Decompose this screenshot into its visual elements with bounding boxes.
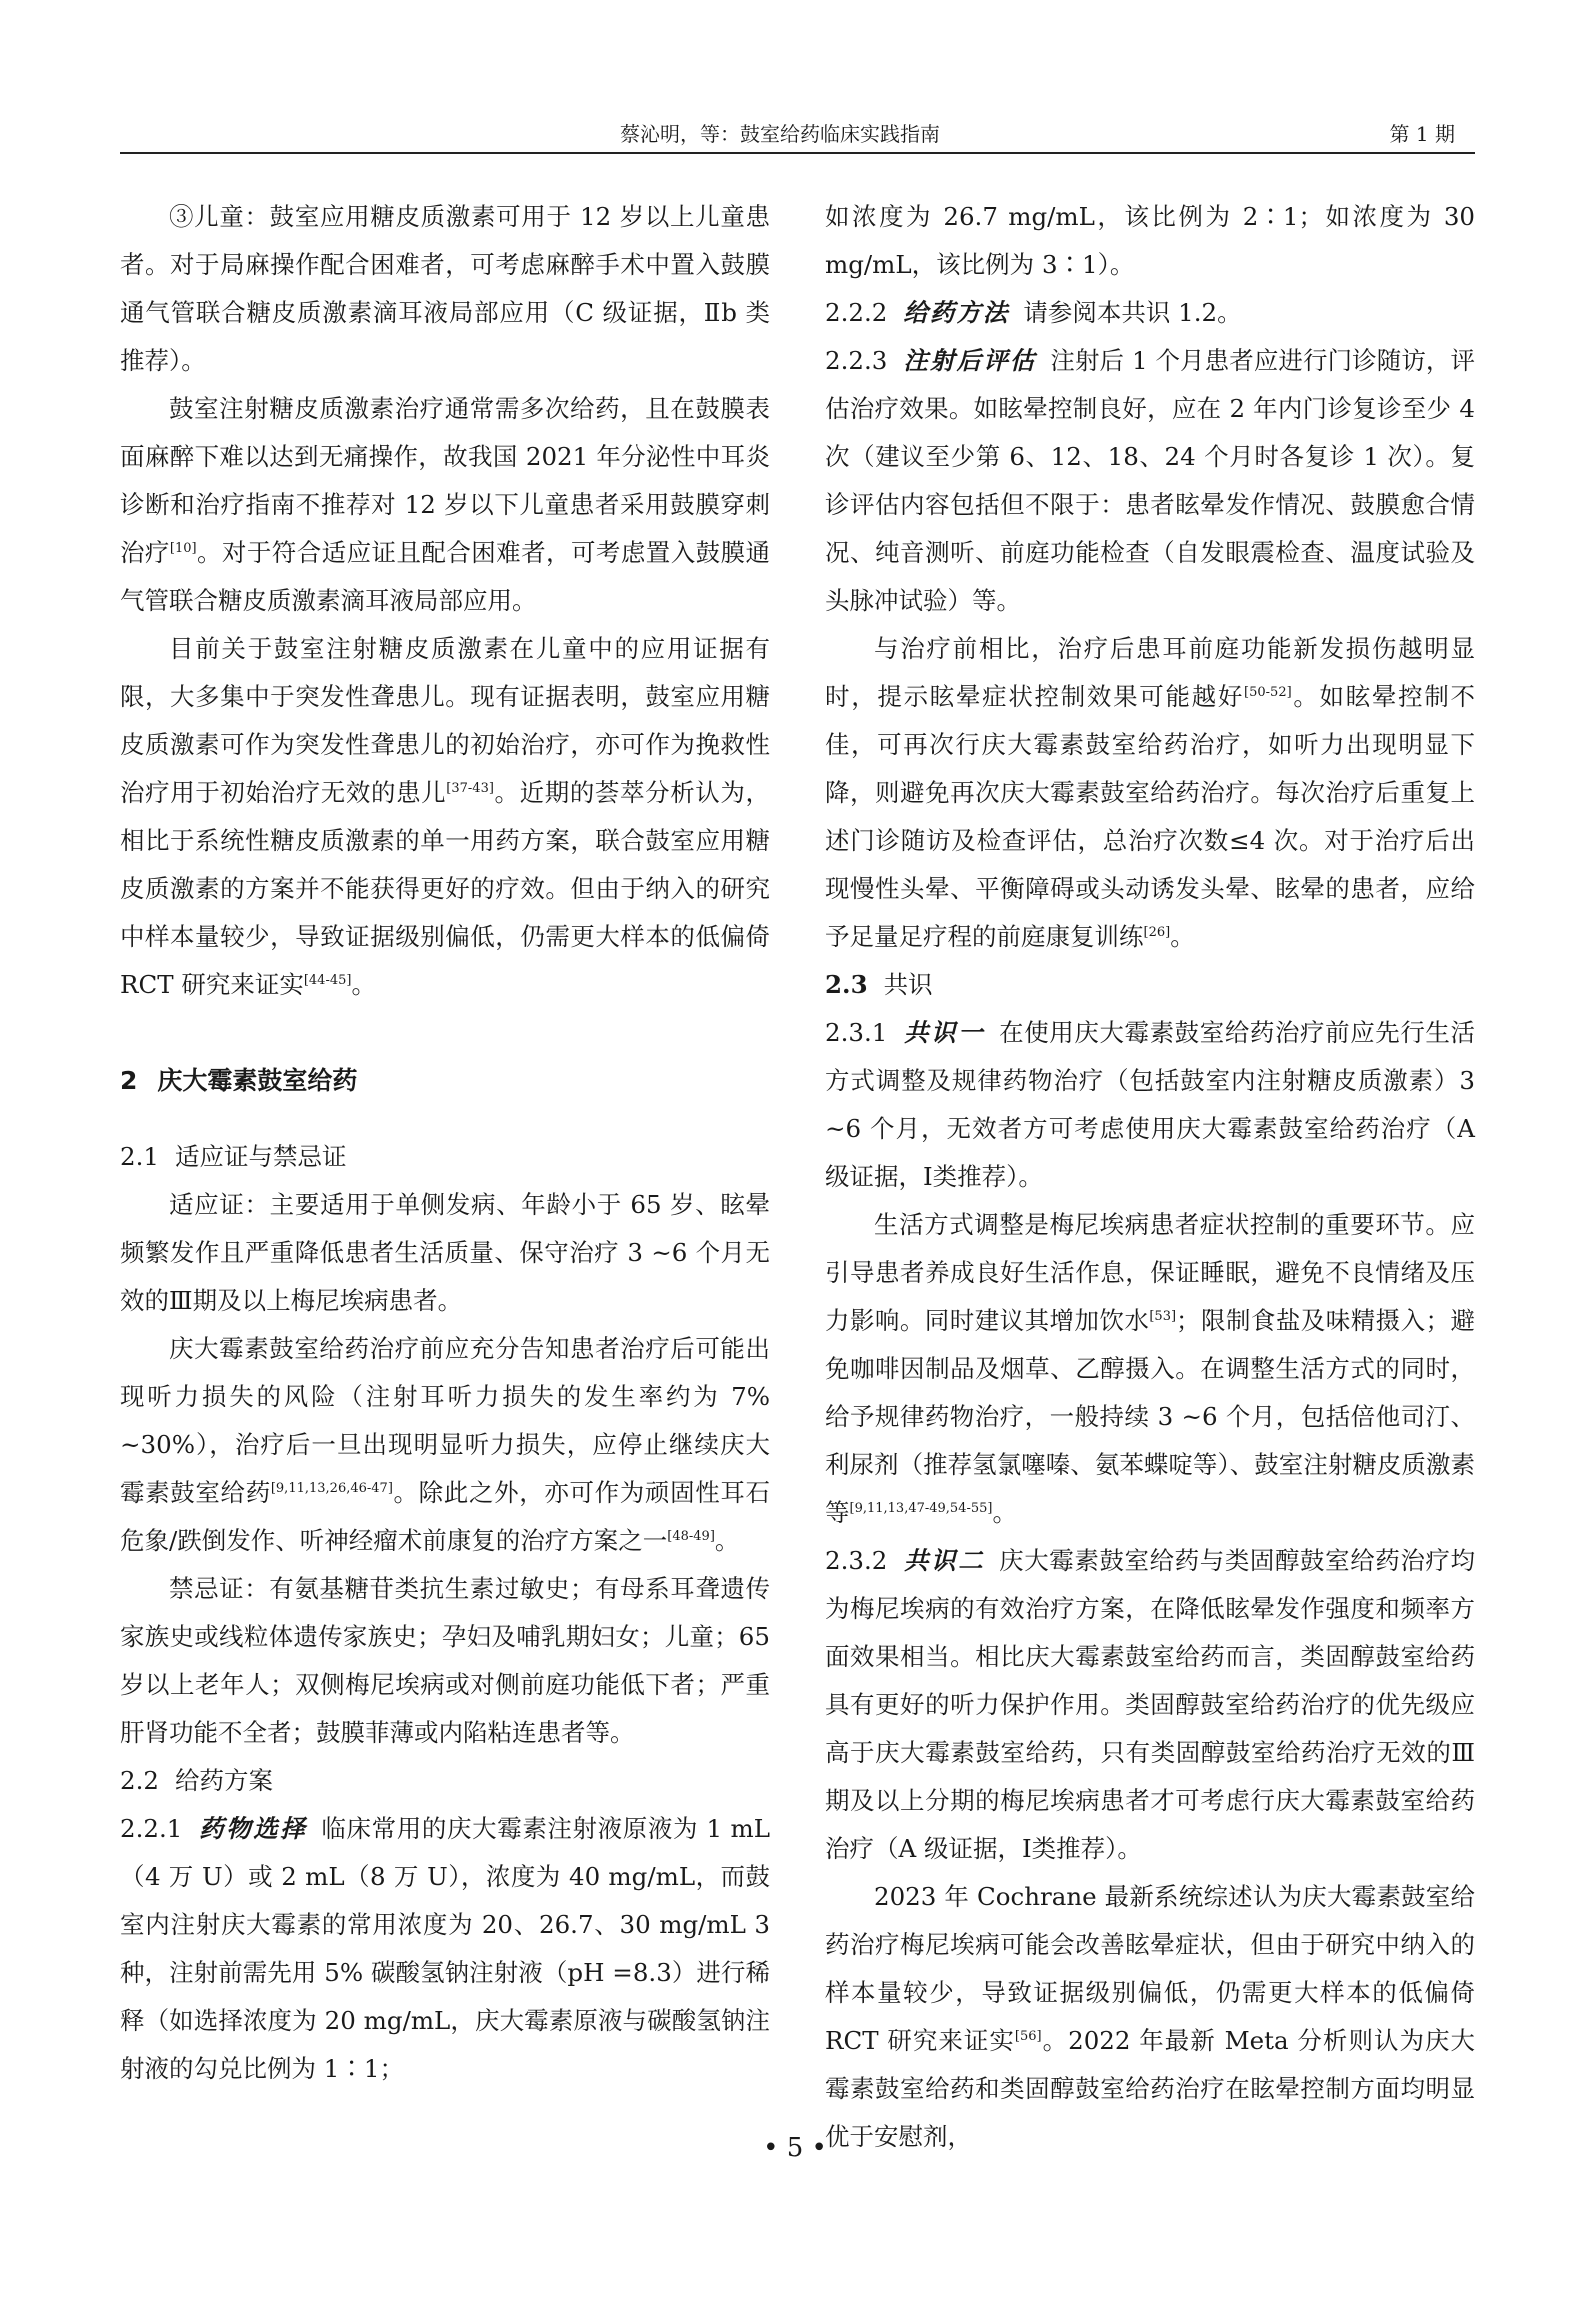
subsection-number: 2.3.1 xyxy=(825,1018,888,1047)
right-column xyxy=(825,193,1475,2161)
paragraph xyxy=(120,1565,770,1757)
paragraph-text: 适应证：主要适用于单侧发病、年龄小于 65 岁、眩晕频繁发作且严重降低患者生活质量、保守治疗 3 ~6 个月无效的Ⅲ期及以上梅尼埃病患者。 xyxy=(120,1190,770,1315)
paragraph-text: 庆大霉素鼓室给药与类固醇鼓室给药治疗均为梅尼埃病的有效治疗方案，在降低眩晕发作强度和频率方面效果相当。相比庆大霉素鼓室给药而言，类固醇鼓室给药具有更好的听力保护作用。类固醇鼓室给药治疗的优先级应高于庆大霉素鼓室给药，只有类固醇鼓室给药治疗无效的Ⅲ期及以上分期的梅尼埃病患者才可考虑行庆大霉素鼓室给药治疗（A 级证据，Ⅰ类推荐）。 xyxy=(825,1546,1476,1863)
subsection-title: 给药方案 xyxy=(174,1766,273,1795)
paragraph-text: 禁忌证：有氨基糖苷类抗生素过敏史；有母系耳聋遗传家族史或线粒体遗传家族史；孕妇及哺乳期妇女；儿童；65 岁以上老年人；双侧梅尼埃病或对侧前庭功能低下者；严重肝肾功能不全者；鼓膜菲薄或内陷粘连患者等。 xyxy=(120,1574,770,1747)
paragraph xyxy=(120,1325,770,1565)
citation: [9,11,13,47-49,54-55] xyxy=(849,1500,993,1516)
citation: [9,11,13,26,46-47] xyxy=(270,1480,393,1496)
subsection-heading xyxy=(825,961,1475,1009)
citation: [50-52] xyxy=(1244,684,1292,700)
paragraph-text: 2023 年 Cochrane 最新系统综述认为庆大霉素鼓室给药治疗梅尼埃病可能会改善眩晕症状，但由于研究中纳入的样本量较少，导致证据级别偏低，仍需更大样本的低偏倚 RCT 研究来证实 xyxy=(825,1882,1475,2055)
paragraph-text: 。除此之外，亦可作为顽固性耳石危象/跌倒发作、听神经瘤术前康复的治疗方案之一 xyxy=(120,1478,770,1555)
running-header xyxy=(120,118,1475,154)
subsection-heading xyxy=(120,1133,770,1181)
keyword-label: 共识二 xyxy=(903,1546,986,1575)
paragraph xyxy=(825,337,1475,625)
subsection-title: 共识 xyxy=(883,970,933,999)
issue-number: 第 1 期 xyxy=(1389,122,1455,146)
subsection-heading xyxy=(120,1757,770,1805)
citation: [56] xyxy=(1014,2028,1042,2044)
paragraph-text: 。 xyxy=(714,1526,740,1555)
paragraph xyxy=(825,1009,1475,1201)
paragraph xyxy=(120,385,770,625)
keyword-label: 给药方法 xyxy=(903,298,1010,327)
citation: [53] xyxy=(1149,1308,1177,1324)
keyword-label: 药物选择 xyxy=(198,1814,308,1843)
paragraph xyxy=(120,1805,770,2093)
section-number: 2 xyxy=(120,1066,138,1095)
paragraph xyxy=(825,1201,1475,1537)
paragraph xyxy=(120,1181,770,1325)
keyword-label: 注射后评估 xyxy=(903,346,1037,375)
paragraph-text: 鼓室注射糖皮质激素治疗通常需多次给药，且在鼓膜表面麻醉下难以达到无痛操作，故我国 2021 年分泌性中耳炎诊断和治疗指南不推荐对 12 岁以下儿童患者采用鼓膜穿刺治疗 xyxy=(120,394,770,567)
paragraph xyxy=(825,1537,1475,1873)
left-column xyxy=(120,193,770,2093)
paragraph-text: ；限制食盐及味精摄入；避免咖啡因制品及烟草、乙醇摄入。在调整生活方式的同时，给予规律药物治疗，一般持续 3 ~6 个月，包括倍他司汀、利尿剂（推荐氢氯噻嗪、氨苯蝶啶等）、鼓室注射糖皮质激素等 xyxy=(825,1306,1476,1527)
paragraph-text: 。对于符合适应证且配合困难者，可考虑置入鼓膜通气管联合糖皮质激素滴耳液局部应用。 xyxy=(120,538,771,615)
section-title: 庆大霉素鼓室给药 xyxy=(157,1066,358,1095)
paragraph-text: 如浓度为 26.7 mg/mL，该比例为 2∶1；如浓度为 30 mg/mL，该比例为 3∶1）。 xyxy=(825,202,1475,279)
paragraph-text: 。 xyxy=(351,970,376,999)
paragraph xyxy=(825,625,1475,961)
paragraph-text: 在使用庆大霉素鼓室给药治疗前应先行生活方式调整及规律药物治疗（包括鼓室内注射糖皮质激素）3 ~6 个月，无效者方可考虑使用庆大霉素鼓室给药治疗（A 级证据，Ⅰ类推荐）。 xyxy=(825,1018,1476,1191)
subsection-number: 2.2.1 xyxy=(120,1814,183,1843)
paragraph xyxy=(120,193,770,385)
citation: [37-43] xyxy=(446,780,494,796)
citation: [44-45] xyxy=(303,972,352,988)
paragraph-text: 。近期的荟萃分析认为，相比于系统性糖皮质激素的单一用药方案，联合鼓室应用糖皮质激素的方案并不能获得更好的疗效。但由于纳入的研究中样本量较少，导致证据级别偏低，仍需更大样本的低偏倚 RCT 研究来证实 xyxy=(120,778,771,999)
citation: [48-49] xyxy=(667,1528,715,1544)
subsection-number: 2.2.3 xyxy=(825,346,888,375)
subsection-number: 2.2.2 xyxy=(825,298,888,327)
paragraph xyxy=(825,193,1475,289)
paragraph-text: 。2022 年最新 Meta 分析则认为庆大霉素鼓室给药和类固醇鼓室给药治疗在眩晕控制方面均明显优于安慰剂， xyxy=(825,2026,1475,2151)
section-heading xyxy=(120,1057,770,1105)
subsection-title: 适应证与禁忌证 xyxy=(174,1142,347,1171)
paragraph-text: 与治疗前相比，治疗后患耳前庭功能新发损伤越明显时，提示眩晕症状控制效果可能越好 xyxy=(825,634,1475,711)
paragraph-text: 庆大霉素鼓室给药治疗前应充分告知患者治疗后可能出现听力损失的风险（注射耳听力损失的发生率约为 7% ~30%），治疗后一旦出现明显听力损失，应停止继续庆大霉素鼓室给药 xyxy=(120,1334,770,1507)
paragraph xyxy=(825,1873,1475,2161)
paragraph-text: 请参阅本共识 1.2。 xyxy=(1023,298,1242,327)
subsection-number: 2.1 xyxy=(120,1142,159,1171)
page-number: • 5 • xyxy=(763,2133,827,2163)
paragraph-text: 。如眩晕控制不佳，可再次行庆大霉素鼓室给药治疗，如听力出现明显下降，则避免再次庆大霉素鼓室给药治疗。每次治疗后重复上述门诊随访及检查评估，总治疗次数≤4 次。对于治疗后出现慢性头晕、平衡障碍或头动诱发头晕、眩晕的患者，应给予足量足疗程的前庭康复训练 xyxy=(825,682,1476,951)
paragraph-text: 。 xyxy=(1170,922,1195,951)
subsection-number: 2.3 xyxy=(825,970,868,999)
paragraph xyxy=(120,625,770,1009)
subsection-number: 2.2 xyxy=(120,1766,159,1795)
paragraph-text: 临床常用的庆大霉素注射液原液为 1 mL（4 万 U）或 2 mL（8 万 U），浓度为 40 mg/mL，而鼓室内注射庆大霉素的常用浓度为 20、26.7、30 mg/mL 3 种，注射前需先用 5% 碳酸氢钠注射液（pH =8.3）进行稀释（如选择浓度为 20 mg/mL，庆大霉素原液与碳酸氢钠注射液的勾兑比例为 1∶1； xyxy=(120,1814,771,2083)
paragraph-text: 生活方式调整是梅尼埃病患者症状控制的重要环节。应引导患者养成良好生活作息，保证睡眠，避免不良情绪及压力影响。同时建议其增加饮水 xyxy=(825,1210,1475,1335)
paragraph-text: 注射后 1 个月患者应进行门诊随访，评估治疗效果。如眩晕控制良好，应在 2 年内门诊复诊至少 4 次（建议至少第 6、12、18、24 个月时各复诊 1 次）。复诊评估内容包括但不限于：患者眩晕发作情况、鼓膜愈合情况、纯音测听、前庭功能检查（自发眼震检查、温度试验及头脉冲试验）等。 xyxy=(825,346,1476,615)
paragraph-text: 。 xyxy=(992,1498,1017,1527)
paragraph-text: 目前关于鼓室注射糖皮质激素在儿童中的应用证据有限，大多集中于突发性聋患儿。现有证据表明，鼓室应用糖皮质激素可作为突发性聋患儿的初始治疗，亦可作为挽救性治疗用于初始治疗无效的患儿 xyxy=(120,634,770,807)
paragraph-text: ③儿童：鼓室应用糖皮质激素可用于 12 岁以上儿童患者。对于局麻操作配合困难者，可考虑麻醉手术中置入鼓膜通气管联合糖皮质激素滴耳液局部应用（C 级证据，Ⅱb 类推荐）。 xyxy=(120,202,770,375)
citation: [26] xyxy=(1143,924,1171,940)
citation: [10] xyxy=(169,540,197,556)
keyword-label: 共识一 xyxy=(903,1018,986,1047)
subsection-number: 2.3.2 xyxy=(825,1546,888,1575)
paragraph xyxy=(825,289,1475,337)
running-title: 蔡沁明，等：鼓室给药临床实践指南 xyxy=(620,122,940,146)
